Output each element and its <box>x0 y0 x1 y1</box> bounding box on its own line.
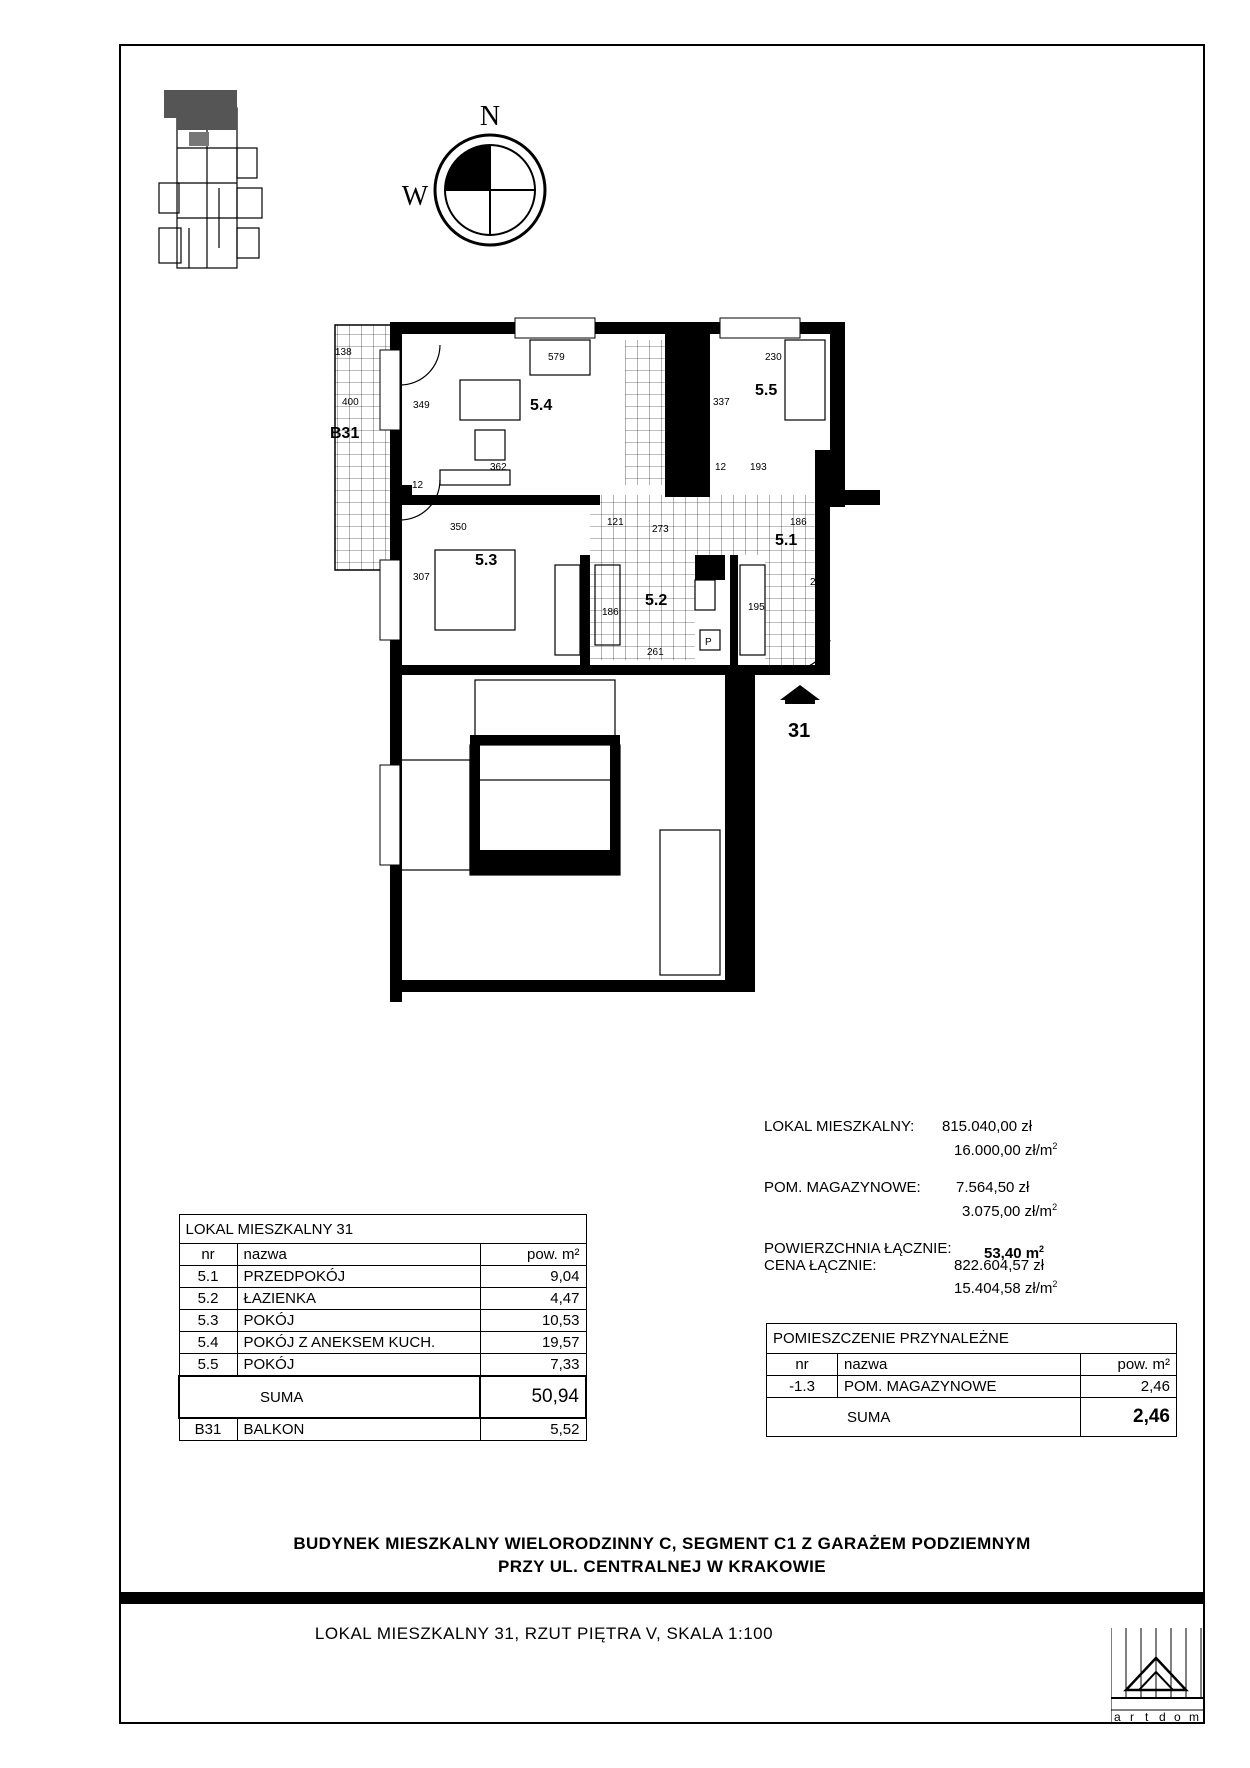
lokal-price-label: LOKAL MIESZKALNY: <box>764 1118 915 1135</box>
dim-193: 193 <box>750 462 767 473</box>
storage-price: 7.564,50 zł <box>956 1179 1030 1196</box>
building-title-line-1: BUDYNEK MIESZKALNY WIELORODZINNY C, SEGMENT C1 Z GARAŻEM PODZIEMNYM <box>293 1534 1031 1553</box>
artdom-logo <box>1111 1628 1205 1724</box>
price-summary <box>764 1118 1084 1297</box>
room-5-1-label: 5.1 <box>775 532 798 549</box>
dim-12b: 12 <box>412 480 424 491</box>
table-row: 5.1 PRZEDPOKÓJ 9,04 <box>179 1266 586 1288</box>
room-5-3-label: 5.3 <box>475 552 498 569</box>
dim-219: 219 <box>810 577 827 588</box>
balcony-row: B31 BALKON 5,52 <box>179 1418 586 1441</box>
building-title-line-2: PRZY UL. CENTRALNEJ W KRAKOWIE <box>497 1557 827 1576</box>
rooms-table-title: LOKAL MIESZKALNY 31 <box>179 1215 586 1244</box>
key-plan-thumbnail <box>119 88 289 278</box>
col-name: nazwa <box>237 1244 480 1266</box>
dim-400: 400 <box>342 397 359 408</box>
storage-price-label: POM. MAGAZYNOWE: <box>764 1179 921 1196</box>
dim-230: 230 <box>765 352 782 363</box>
svg-text:r: r <box>1130 1710 1134 1724</box>
dim-138: 138 <box>335 347 352 358</box>
dim-186b: 186 <box>602 607 619 618</box>
total-price-label: CENA ŁĄCZNIE: <box>764 1257 877 1274</box>
dim-307: 307 <box>413 572 430 583</box>
table-row: 5.4 POKÓJ Z ANEKSEM KUCH. 19,57 <box>179 1332 586 1354</box>
table-row: -1.3 POM. MAGAZYNOWE 2,46 <box>767 1376 1177 1398</box>
dim-186a: 186 <box>790 517 807 528</box>
svg-text:m: m <box>1189 1710 1199 1724</box>
storage-table: POMIESZCZENIE PRZYNALEŻNE nr nazwa pow. m² -1.3 POM. MAGAZYNOWE 2,46 SUMA 2,46 <box>766 1323 1177 1437</box>
p-label: P <box>705 637 712 648</box>
rooms-table <box>178 1214 587 1441</box>
table-row: 5.2 ŁAZIENKA 4,47 <box>179 1288 586 1310</box>
dim-579: 579 <box>548 352 565 363</box>
divider-bar <box>119 1592 1205 1604</box>
svg-text:t: t <box>1145 1710 1149 1724</box>
lokal-price-per-m2: 16.000,00 $zł/m^2$ <box>954 1141 1058 1159</box>
dim-195: 195 <box>748 602 765 613</box>
floor-plan <box>325 310 1005 1100</box>
table-row: 5.5 POKÓJ 7,33 <box>179 1354 586 1377</box>
fridge-z-label: Z <box>685 377 692 388</box>
west-label: W <box>401 181 429 212</box>
dim-12a: 12 <box>715 462 727 473</box>
storage-table-title: POMIESZCZENIE PRZYNALEŻNE <box>767 1324 1177 1354</box>
dim-362: 362 <box>490 462 507 473</box>
storage-price-per-m2: 3.075,00 $zł/m^2$ <box>962 1202 1058 1220</box>
balcony-label: B31 <box>330 425 360 442</box>
total-area: 53,40 $m^2$ <box>984 1244 1045 1262</box>
room-5-2-label: 5.2 <box>645 592 668 609</box>
dim-350: 350 <box>450 522 467 533</box>
svg-text:o: o <box>1174 1710 1181 1724</box>
room-5-5-label: 5.5 <box>755 382 778 399</box>
dim-273: 273 <box>652 524 669 535</box>
compass-rose <box>390 100 590 270</box>
dim-261: 261 <box>647 647 664 658</box>
unit-number-label: 31 <box>788 720 811 742</box>
col-nr: nr <box>179 1244 237 1266</box>
svg-text:a: a <box>1114 1710 1121 1724</box>
sum-row: SUMA 2,46 <box>767 1398 1177 1437</box>
total-area-label: POWIERZCHNIA ŁĄCZNIE: <box>764 1240 952 1257</box>
total-price: 822.604,57 zł <box>954 1257 1045 1274</box>
dim-217: 217 <box>668 462 685 473</box>
dim-121: 121 <box>607 517 624 528</box>
total-price-per-m2: 15.404,58 $zł/m^2$ <box>954 1279 1058 1297</box>
svg-text:d: d <box>1159 1710 1166 1724</box>
sheet-footer: LOKAL MIESZKALNY 31, RZUT PIĘTRA V, SKALA 1:100 <box>314 1624 774 1643</box>
sum-row: SUMA 50,94 <box>179 1376 586 1418</box>
dim-349: 349 <box>413 400 430 411</box>
dim-337: 337 <box>713 397 730 408</box>
table-row: 5.3 POKÓJ 10,53 <box>179 1310 586 1332</box>
north-label: N <box>479 101 501 132</box>
col-area: pow. m² <box>480 1244 586 1266</box>
lokal-price: 815.040,00 zł <box>942 1118 1033 1135</box>
storage-sum-value: 2,46 <box>1081 1398 1177 1437</box>
room-5-4-label: 5.4 <box>530 397 553 414</box>
sum-value: 50,94 <box>480 1376 586 1418</box>
